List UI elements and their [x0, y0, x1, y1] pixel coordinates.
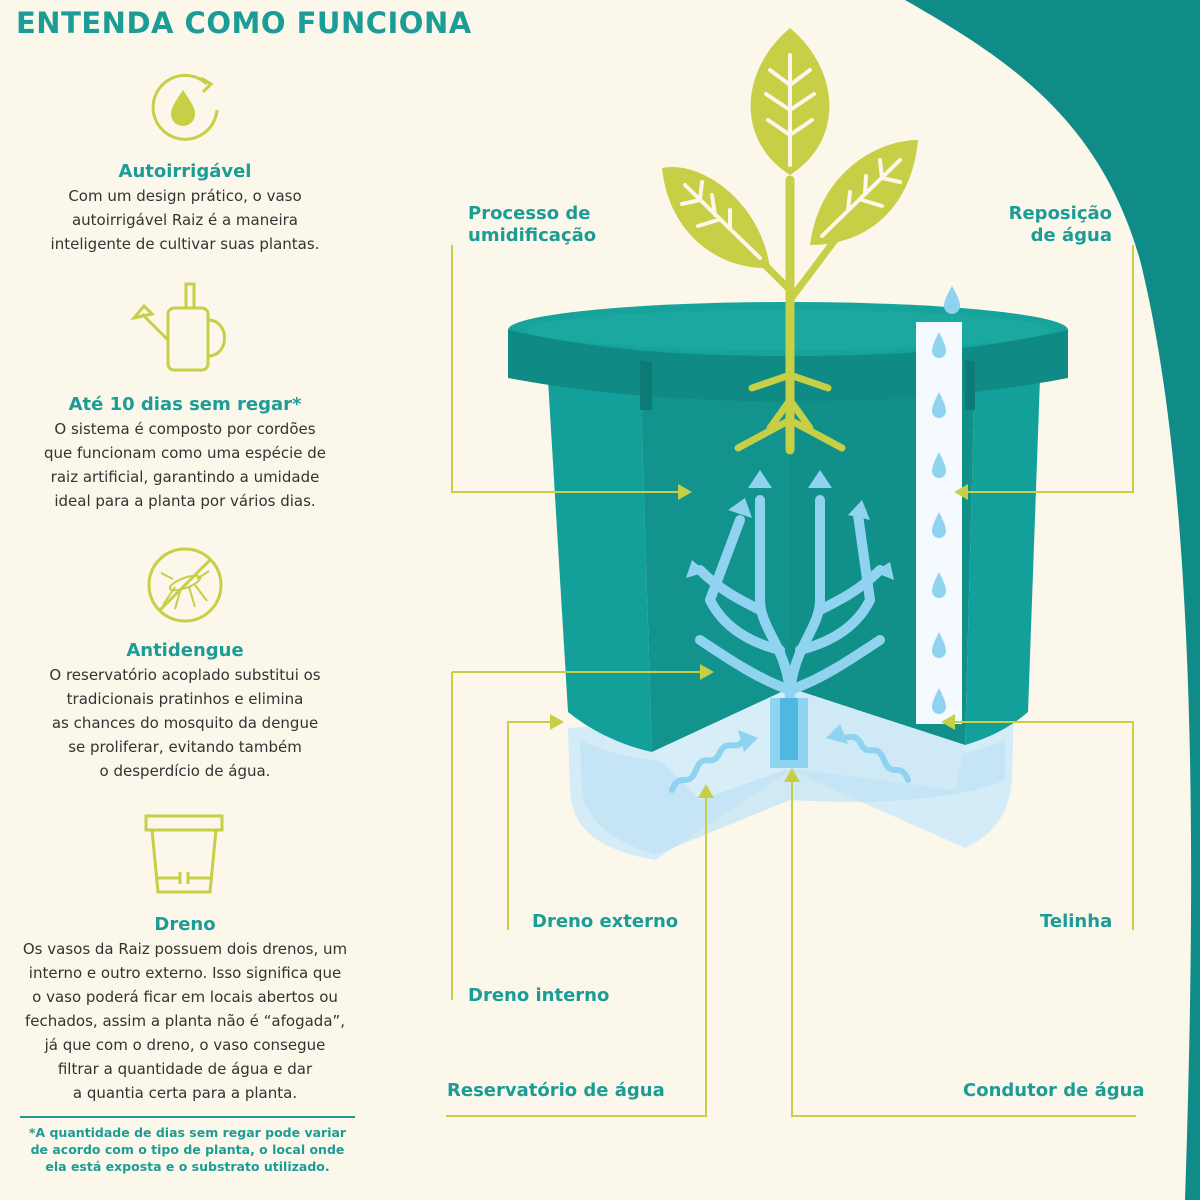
feature-description: O reservatório acoplado substitui os tradicionais pratinhos e elimina as chances do mosquito da dengue se proliferar, evitando também o desperdício de água. [49, 666, 321, 780]
pot-body [548, 368, 652, 752]
feature-title: Autoirrigável [118, 161, 252, 182]
label-dreno-externo: Dreno externo [532, 911, 679, 932]
feature-title: Antidengue [126, 640, 244, 661]
feature-description: Os vasos da Raiz possuem dois drenos, um interno e outro externo. Isso significa que o vaso poderá ficar em locais abertos ou fechados, assim a planta não é “afogada”, já que com o dreno, o vaso consegue filtrar a quantidade de água e dar a quantia certa para a planta. [22, 940, 348, 1102]
feature-title: Dreno [154, 914, 216, 935]
footnote: *A quantidade de dias sem regar pode variar de acordo com o tipo de planta, o local onde ela está exposta e o substrato utilizado. [28, 1125, 347, 1174]
label-reposicao-agua: Reposição de água [1008, 203, 1112, 246]
label-telinha: Telinha [1040, 911, 1113, 932]
feature-description: O sistema é composto por cordões que funcionam como uma espécie de raiz artificial, garantindo a umidade ideal para a planta por vários dias. [43, 420, 326, 510]
feature-description: Com um design prático, o vaso autoirrigável Raiz é a maneira inteligente de cultivar suas plantas. [50, 187, 320, 253]
page-title: ENTENDA COMO FUNCIONA [16, 6, 472, 40]
label-condutor-agua: Condutor de água [963, 1080, 1145, 1101]
label-dreno-interno: Dreno interno [468, 985, 610, 1006]
label-reservatorio-agua: Reservatório de água [447, 1080, 665, 1101]
label-processo-umidificacao: Processo de umidificação [468, 203, 597, 246]
feature-title: Até 10 dias sem regar* [68, 394, 302, 415]
